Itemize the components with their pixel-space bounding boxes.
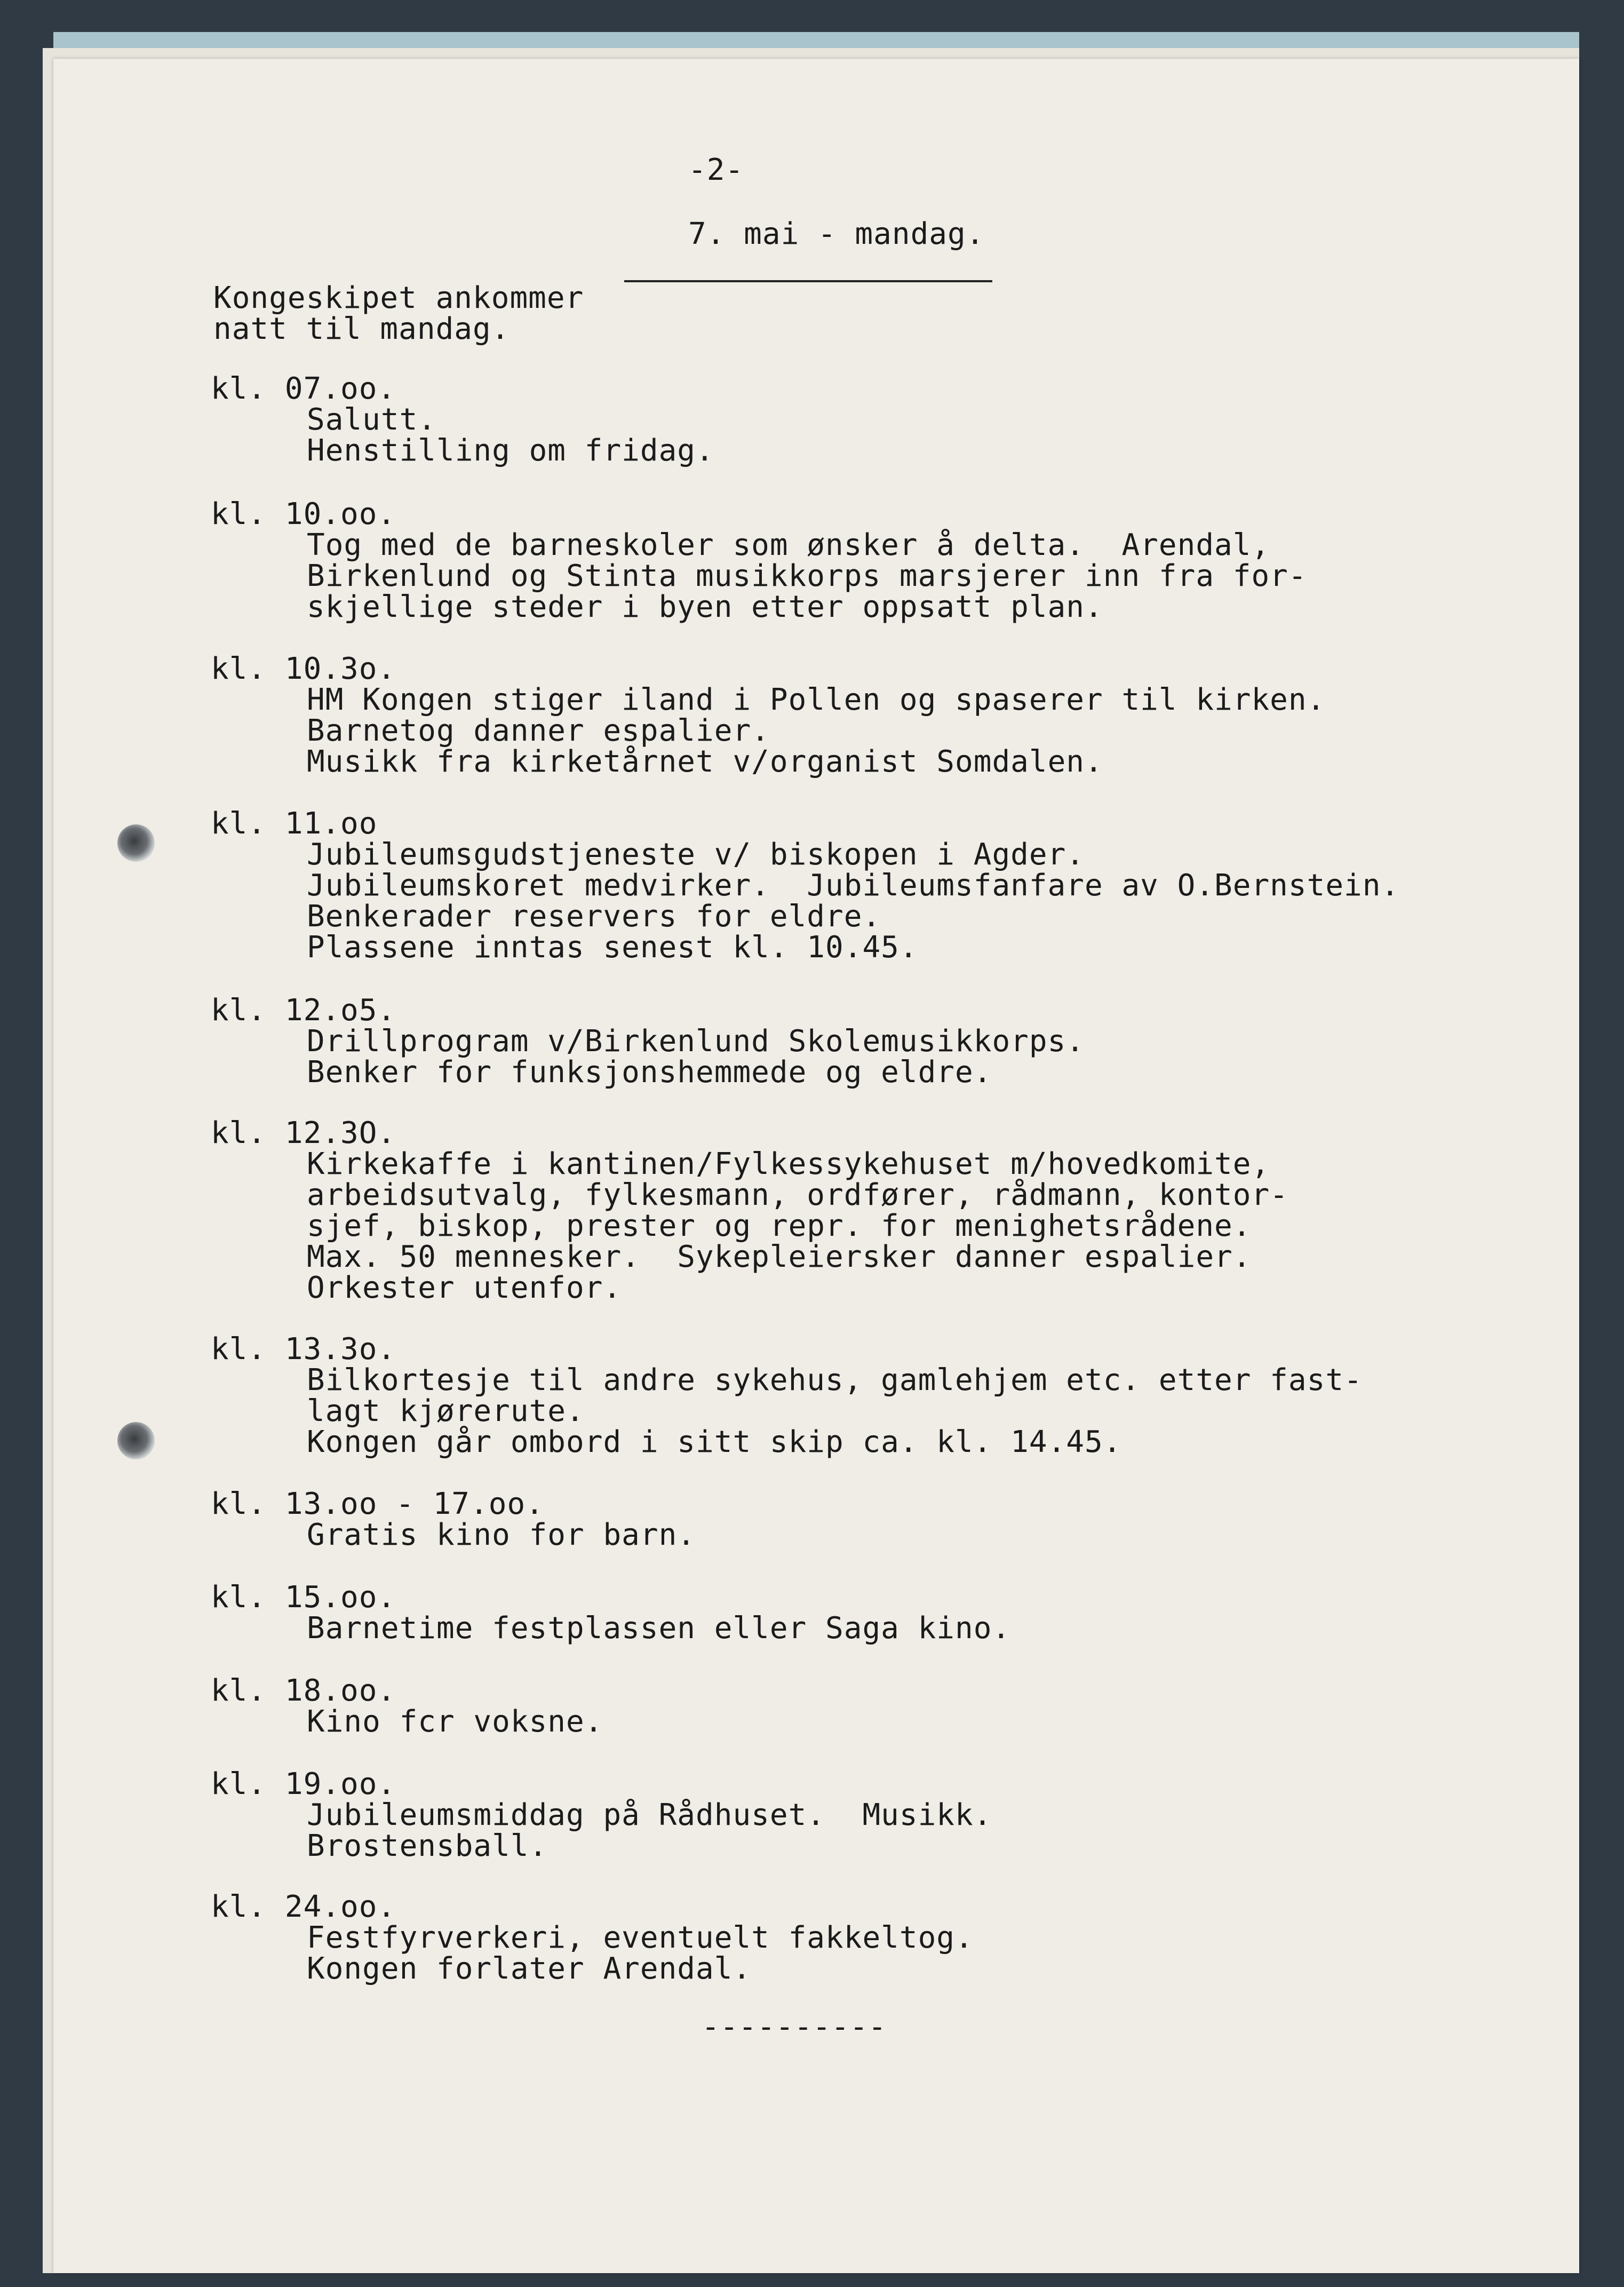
schedule-line: Plassene inntas senest kl. 10.45.: [307, 930, 918, 965]
schedule-line: Gratis kino for barn.: [307, 1518, 696, 1552]
schedule-time: kl. 15.oo.: [211, 1580, 396, 1615]
schedule-line: Salutt.: [307, 402, 437, 437]
schedule-line: lagt kjørerute.: [307, 1394, 585, 1428]
schedule-line: sjef, biskop, prester og repr. for menighetsrådene.: [307, 1209, 1252, 1243]
schedule-time: kl. 13.3o.: [211, 1332, 396, 1367]
heading-underline: [624, 280, 992, 282]
schedule-line: Festfyrverkeri, eventuelt fakkeltog.: [307, 1920, 974, 1955]
schedule-time: kl. 07.oo.: [211, 371, 396, 406]
schedule-line: Barnetime festplassen eller Saga kino.: [307, 1611, 1011, 1646]
schedule-time: kl. 12.o5.: [211, 993, 396, 1028]
intro-line-1: Kongeskipet ankommer: [213, 281, 584, 315]
schedule-line: Kongen går ombord i sitt skip ca. kl. 14.45.: [307, 1425, 1122, 1459]
schedule-line: Benker for funksjonshemmede og eldre.: [307, 1055, 992, 1090]
schedule-line: Max. 50 mennesker. Sykepleiersker danner espalier.: [307, 1240, 1252, 1274]
schedule-time: kl. 13.oo - 17.oo.: [211, 1487, 544, 1521]
schedule-line: Tog med de barneskoler som ønsker å delta. Arendal,: [307, 528, 1270, 562]
schedule-line: Henstilling om fridag.: [307, 433, 714, 468]
schedule-line: Kongen forlater Arendal.: [307, 1951, 752, 1986]
schedule-line: Brostensball.: [307, 1829, 548, 1863]
schedule-line: Kino fcr voksne.: [307, 1704, 603, 1739]
schedule-line: Bilkortesje til andre sykehus, gamlehjem etc. etter fast-: [307, 1363, 1363, 1397]
schedule-line: arbeidsutvalg, fylkesmann, ordfører, rådmann, kontor-: [307, 1178, 1288, 1212]
schedule-time: kl. 24.oo.: [211, 1889, 396, 1924]
punch-hole-lower: [117, 1422, 155, 1459]
schedule-line: Benkerader reservers for eldre.: [307, 899, 881, 934]
schedule-line: Jubileumskoret medvirker. Jubileumsfanfare av O.Bernstein.: [307, 868, 1400, 903]
schedule-time: kl. 10.3o.: [211, 652, 396, 686]
schedule-line: Birkenlund og Stinta musikkorps marsjerer inn fra for-: [307, 559, 1307, 593]
schedule-line: Jubileumsmiddag på Rådhuset. Musikk.: [307, 1798, 992, 1832]
schedule-time: kl. 18.oo.: [211, 1673, 396, 1708]
schedule-line: Barnetog danner espalier.: [307, 713, 770, 748]
schedule-time: kl. 11.oo: [211, 806, 378, 841]
schedule-line: Jubileumsgudstjeneste v/ biskopen i Agder.: [307, 837, 1085, 872]
punch-hole-upper: [117, 824, 155, 862]
schedule-line: Kirkekaffe i kantinen/Fylkessykehuset m/hovedkomite,: [307, 1147, 1270, 1181]
date-heading: 7. mai - mandag.: [688, 217, 985, 251]
schedule-line: Drillprogram v/Birkenlund Skolemusikkorps.: [307, 1024, 1085, 1059]
schedule-line: Musikk fra kirketårnet v/organist Somdalen.: [307, 744, 1103, 779]
schedule-time: kl. 12.3O.: [211, 1116, 396, 1150]
intro-line-2: natt til mandag.: [213, 312, 510, 346]
schedule-line: HM Kongen stiger iland i Pollen og spaserer til kirken.: [307, 682, 1326, 717]
schedule-time: kl. 10.oo.: [211, 497, 396, 531]
closing-rule: ----------: [702, 2010, 887, 2044]
schedule-line: skjellige steder i byen etter oppsatt plan.: [307, 590, 1103, 624]
schedule-time: kl. 19.oo.: [211, 1767, 396, 1801]
schedule-line: Orkester utenfor.: [307, 1270, 622, 1305]
page-number: -2-: [688, 153, 744, 187]
